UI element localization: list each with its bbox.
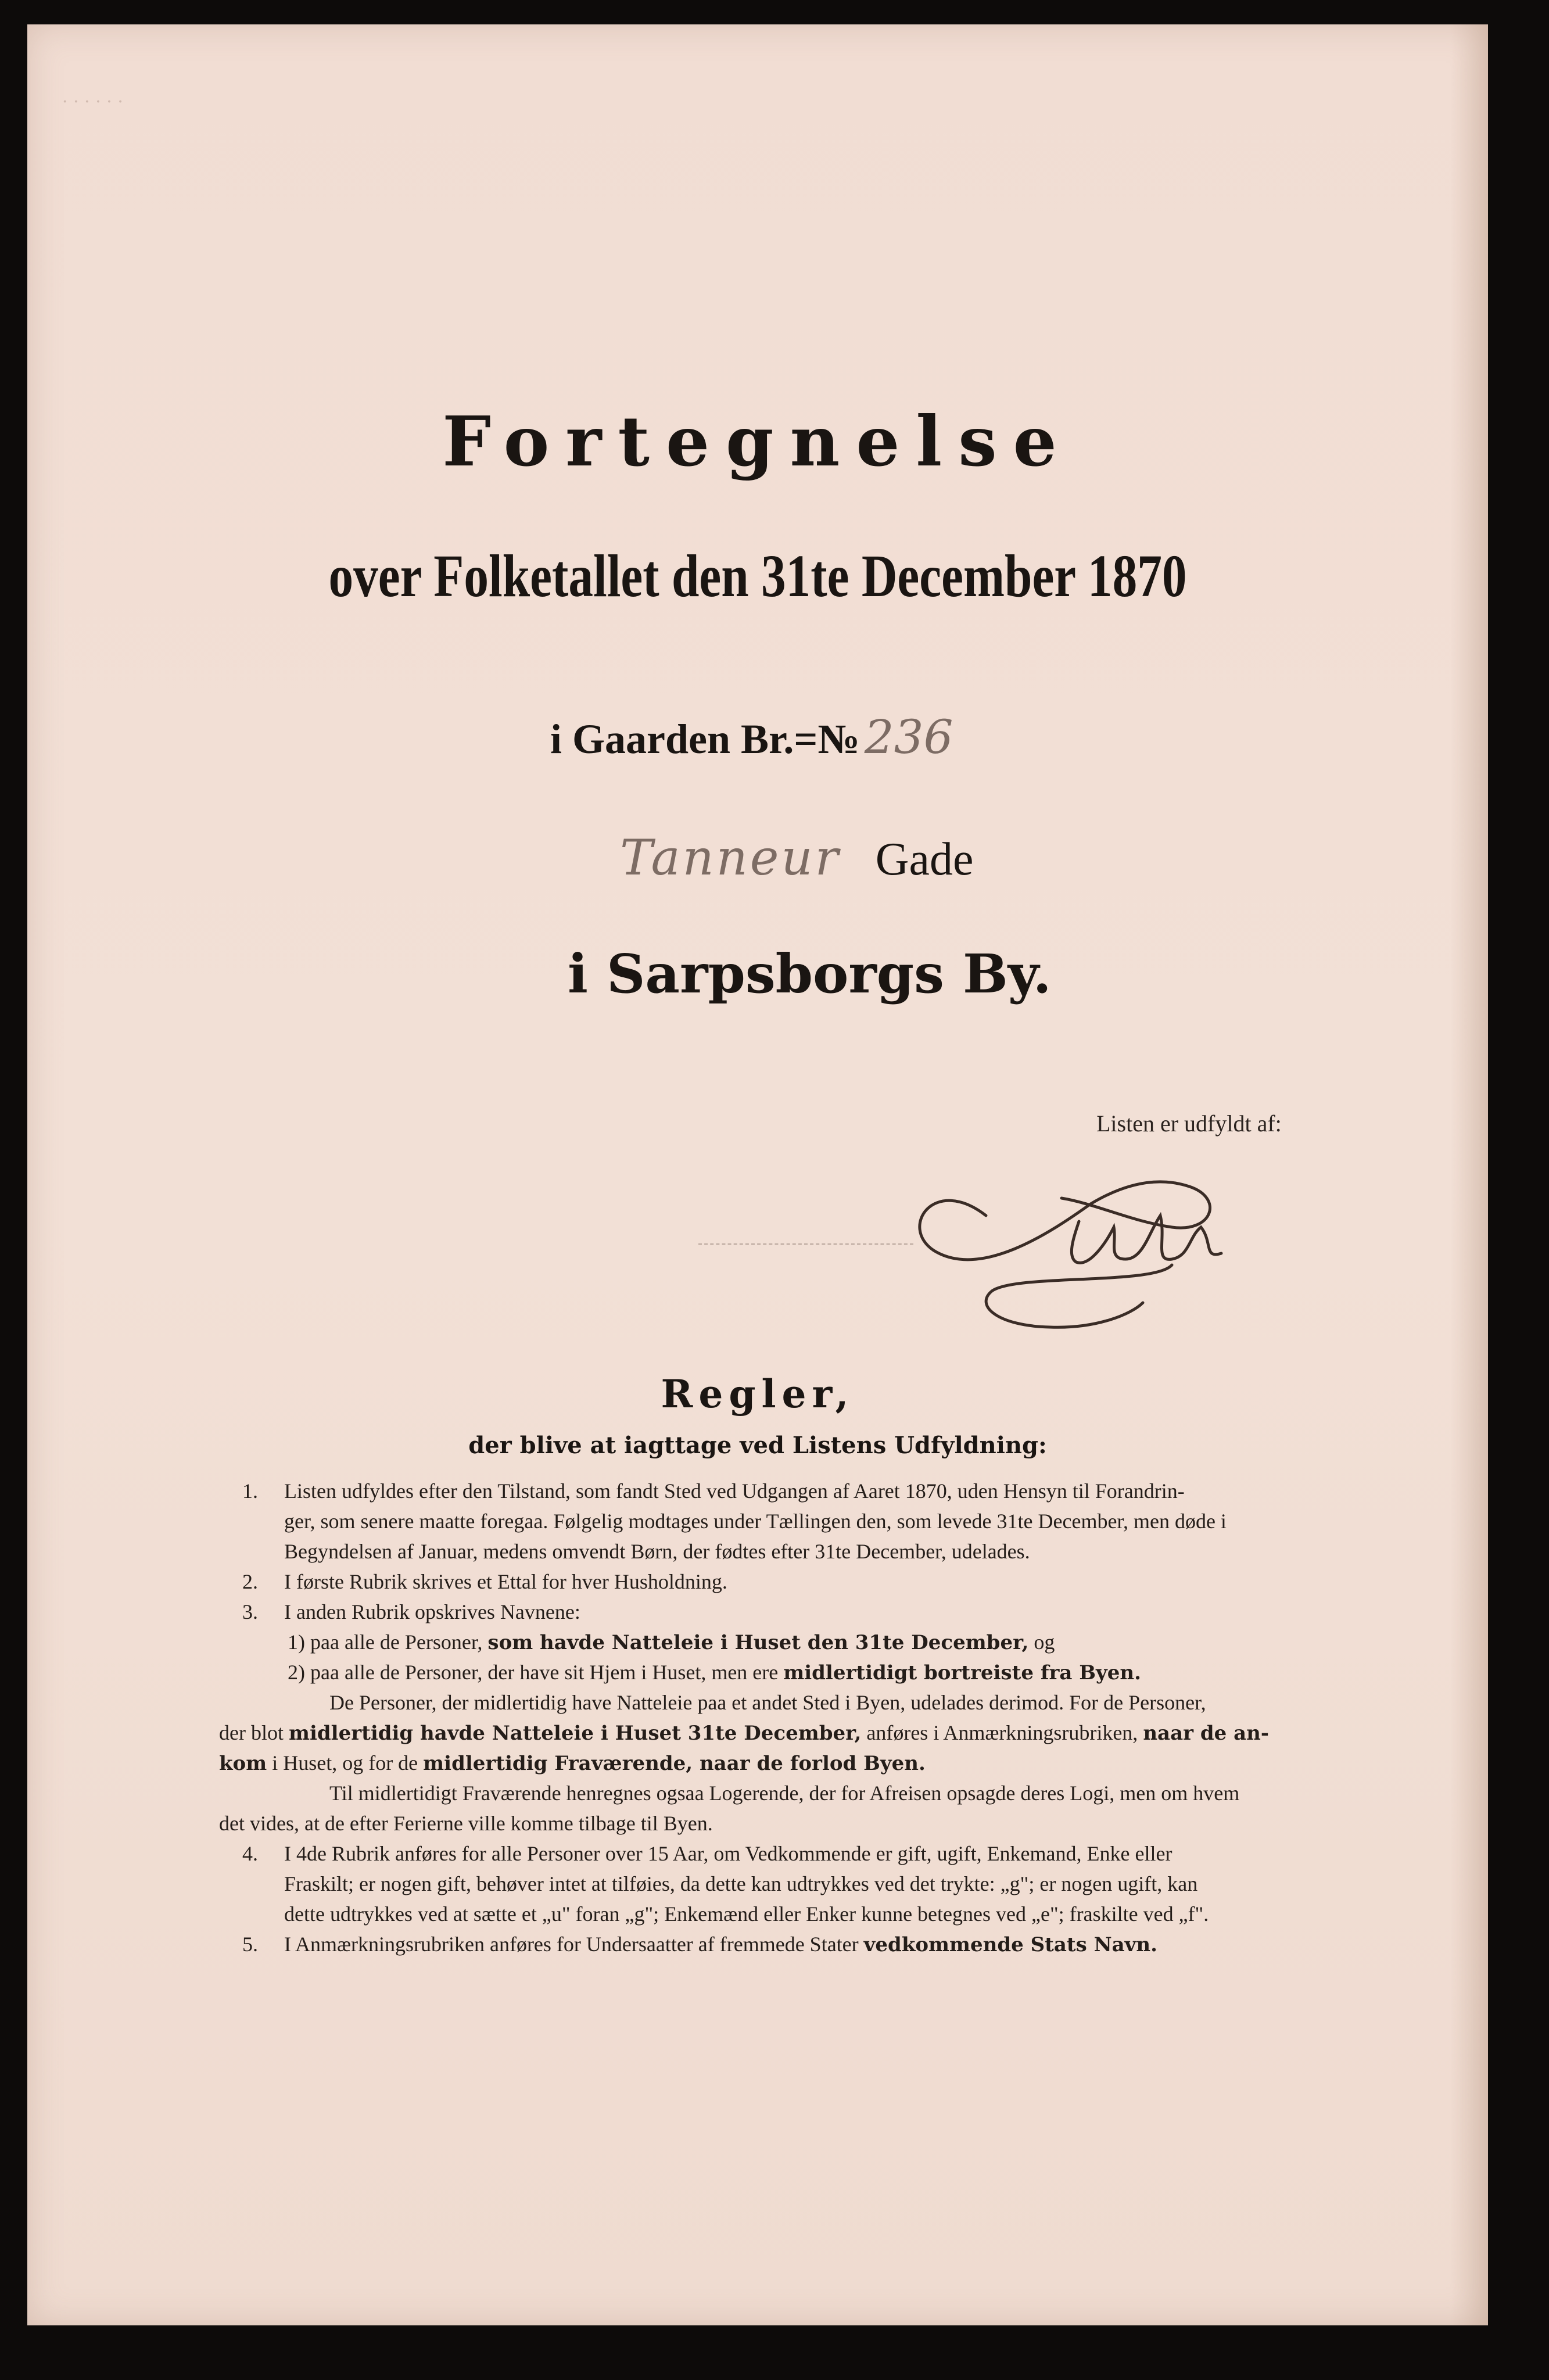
rule-text-segment: Listen udfyldes efter den Tilstand, som fandt Sted ved Udgangen af Aaret 1870, uden Hensyn til Forandrin-: [284, 1479, 1185, 1503]
rule-text: [284, 1536, 1030, 1567]
gaarden-line: [550, 710, 953, 764]
rule-text: [329, 1778, 1239, 1808]
signature-mark: [899, 1140, 1271, 1338]
rule-text-emphasis: midlertidigt bortreiste fra Byen.: [783, 1661, 1141, 1684]
town-line: i Sarpsborgs By.: [568, 942, 1052, 1005]
rule-text-segment: anføres i Anmærkningsrubriken,: [861, 1721, 1143, 1744]
rule-line: [219, 1748, 1369, 1778]
rule-text-segment: det vides, at de efter Ferierne ville komme tilbage til Byen.: [219, 1812, 713, 1835]
rule-text: [284, 1929, 1157, 1960]
rules-list: [219, 1476, 1369, 1959]
rule-text: [219, 1808, 713, 1838]
rule-line: [219, 1536, 1369, 1567]
street-suffix: Gade: [875, 834, 974, 885]
rule-line: [219, 1929, 1369, 1959]
signature-line: [698, 1243, 913, 1245]
rule-line: [219, 1718, 1369, 1748]
gaarden-label: i Gaarden Br.=№: [550, 716, 860, 762]
rule-text-segment: og: [1028, 1630, 1055, 1654]
rule-text: [329, 1687, 1206, 1718]
rule-line: [219, 1869, 1369, 1899]
rule-text-segment: 2) paa alle de Personer, der have sit Hjem i Huset, men ere: [288, 1661, 784, 1684]
rule-text: [284, 1869, 1197, 1899]
rule-number: 1.: [242, 1479, 258, 1503]
page-edge-shadow: [1451, 24, 1488, 2325]
rule-line: [219, 1476, 1369, 1506]
rule-line: [219, 1687, 1369, 1718]
rule-text: [288, 1627, 1055, 1658]
rules-heading: Regler,: [661, 1371, 855, 1417]
rule-line: [219, 1506, 1369, 1536]
rule-text: [284, 1597, 580, 1627]
rule-text-emphasis: kom: [219, 1752, 267, 1775]
street-name-handwritten: Tanneur: [620, 829, 841, 886]
rule-line: [219, 1808, 1369, 1838]
rule-text-segment: I anden Rubrik opskrives Navnene:: [284, 1600, 580, 1623]
rule-text-segment: 1) paa alle de Personer,: [288, 1630, 488, 1654]
document-title: Fortegnelse: [442, 401, 1073, 482]
rule-text: [284, 1838, 1172, 1869]
document-page: [27, 24, 1488, 2325]
filled-by-label: Listen er udfyldt af:: [1096, 1110, 1282, 1137]
rule-line: [219, 1597, 1369, 1627]
rule-text-emphasis: naar de an-: [1143, 1722, 1269, 1745]
rule-text: [284, 1899, 1209, 1929]
rule-line: [219, 1899, 1369, 1929]
rule-text-segment: De Personer, der midlertidig have Natteleie paa et andet Sted i Byen, udelades derimod. For de Personer,: [329, 1691, 1206, 1714]
rule-text: [288, 1657, 1141, 1688]
rule-text: [284, 1506, 1227, 1536]
rule-text: [284, 1567, 727, 1597]
rule-text-emphasis: midlertidig Fraværende, naar de forlod Byen.: [423, 1752, 926, 1775]
rules-subheading: der blive at iagttage ved Listens Udfyldning:: [468, 1432, 1047, 1459]
rule-line: [219, 1778, 1369, 1808]
rule-number: 4.: [242, 1842, 258, 1865]
street-line: [620, 829, 974, 886]
rule-text-segment: Fraskilt; er nogen gift, behøver intet at tilføies, da dette kan udtrykkes ved det trykte: „g"; er nogen ugift, kan: [284, 1872, 1198, 1895]
rule-line: [219, 1838, 1369, 1869]
rule-number: 3.: [242, 1600, 258, 1623]
rule-text-segment: der blot: [219, 1721, 289, 1744]
bleed-through-text: · · · · · ·: [62, 92, 123, 112]
rule-text-segment: I 4de Rubrik anføres for alle Personer over 15 Aar, om Vedkommende er gift, ugift, Enkemand, Enke eller: [284, 1842, 1172, 1865]
rule-text-emphasis: midlertidig havde Natteleie i Huset 31te December,: [288, 1722, 862, 1745]
rule-text-segment: I Anmærkningsrubriken anføres for Undersaatter af fremmede Stater: [284, 1933, 864, 1956]
rule-text-segment: dette udtrykkes ved at sætte et „u" foran „g"; Enkemænd eller Enker kunne betegnes ved „e"; fraskilte ved „f".: [284, 1902, 1209, 1926]
rule-text-segment: I første Rubrik skrives et Ettal for hver Husholdning.: [284, 1570, 727, 1593]
document-subtitle: over Folketallet den 31te December 1870: [328, 543, 1187, 610]
rule-text-emphasis: som havde Natteleie i Huset den 31te December,: [487, 1631, 1029, 1654]
rule-text: [284, 1476, 1185, 1506]
rule-line: [219, 1627, 1369, 1657]
rule-text-segment: Begyndelsen af Januar, medens omvendt Børn, der fødtes efter 31te December, udelades.: [284, 1540, 1030, 1563]
rule-text-segment: Til midlertidigt Fraværende henregnes ogsaa Logerende, der for Afreisen opsagde deres Logi, men om hvem: [329, 1782, 1240, 1805]
rule-number: 5.: [242, 1933, 258, 1956]
rule-text-emphasis: vedkommende Stats Navn.: [863, 1933, 1157, 1956]
rule-number: 2.: [242, 1570, 258, 1593]
rule-text-segment: ger, som senere maatte foregaa. Følgelig modtages under Tællingen den, som levede 31te December, men døde i: [284, 1510, 1227, 1533]
gaarden-number: 236: [864, 710, 953, 764]
rule-line: [219, 1657, 1369, 1687]
rule-text: [219, 1718, 1269, 1748]
rule-text-segment: i Huset, og for de: [267, 1751, 424, 1775]
rule-text: [219, 1748, 926, 1779]
rule-line: [219, 1567, 1369, 1597]
